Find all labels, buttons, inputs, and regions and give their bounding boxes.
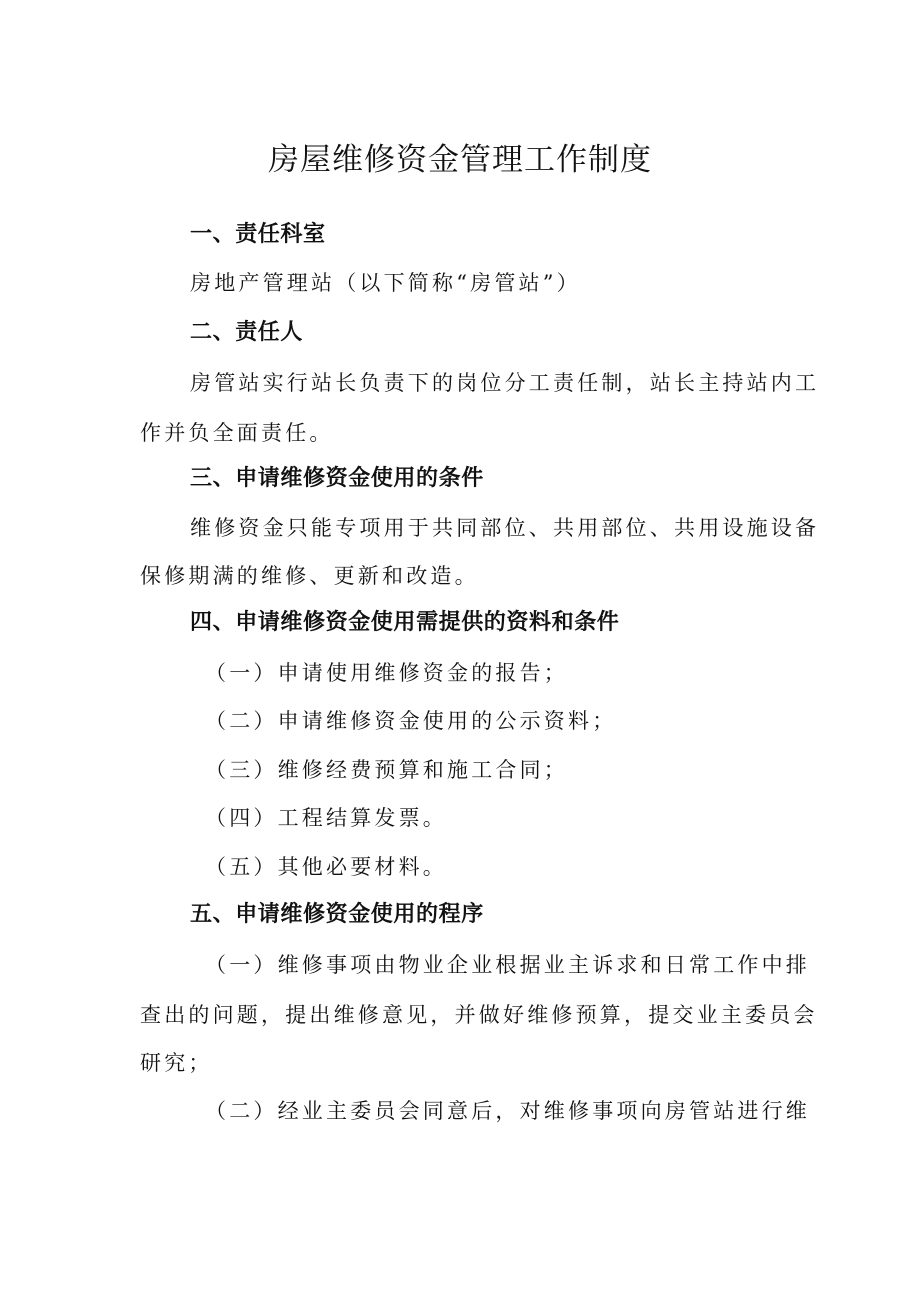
section-5-item-1-line: 查出的问题，提出维修意见，并做好维修预算，提交业主委员会 xyxy=(140,1003,818,1027)
section-3-text-line: 保修期满的维修、更新和改造。 xyxy=(140,564,479,588)
section-heading-5: 五、申请维修资金使用的程序 xyxy=(190,902,484,927)
section-heading-3: 三、申请维修资金使用的条件 xyxy=(190,466,484,491)
section-heading-2: 二、责任人 xyxy=(190,320,304,345)
list-item: （五）其他必要材料。 xyxy=(205,855,447,879)
section-2-text-line: 作并负全面责任。 xyxy=(140,421,334,445)
list-item: （四）工程结算发票。 xyxy=(205,806,447,830)
document-title: 房屋维修资金管理工作制度 xyxy=(268,142,652,178)
section-heading-1: 一、责任科室 xyxy=(190,222,326,247)
section-5-item-2-line: （二）经业主委员会同意后，对维修事项向房管站进行维 xyxy=(205,1099,810,1123)
section-5-item-1-line: （一）维修事项由物业企业根据业主诉求和日常工作中排 xyxy=(205,953,810,977)
section-2-text-line: 房管站实行站长负责下的岗位分工责任制，站长主持站内工 xyxy=(190,371,820,395)
list-item: （二）申请维修资金使用的公示资料； xyxy=(205,709,617,733)
list-item: （一）申请使用维修资金的报告； xyxy=(205,661,568,685)
section-5-item-1-line: 研究； xyxy=(140,1051,213,1075)
section-1-text-line: 房地产管理站（以下简称“房管站”） xyxy=(190,271,581,295)
section-3-text-line: 维修资金只能专项用于共同部位、共用部位、共用设施设备 xyxy=(190,516,820,540)
list-item: （三）维修经费预算和施工合同； xyxy=(205,758,568,782)
section-heading-4: 四、申请维修资金使用需提供的资料和条件 xyxy=(190,610,620,635)
